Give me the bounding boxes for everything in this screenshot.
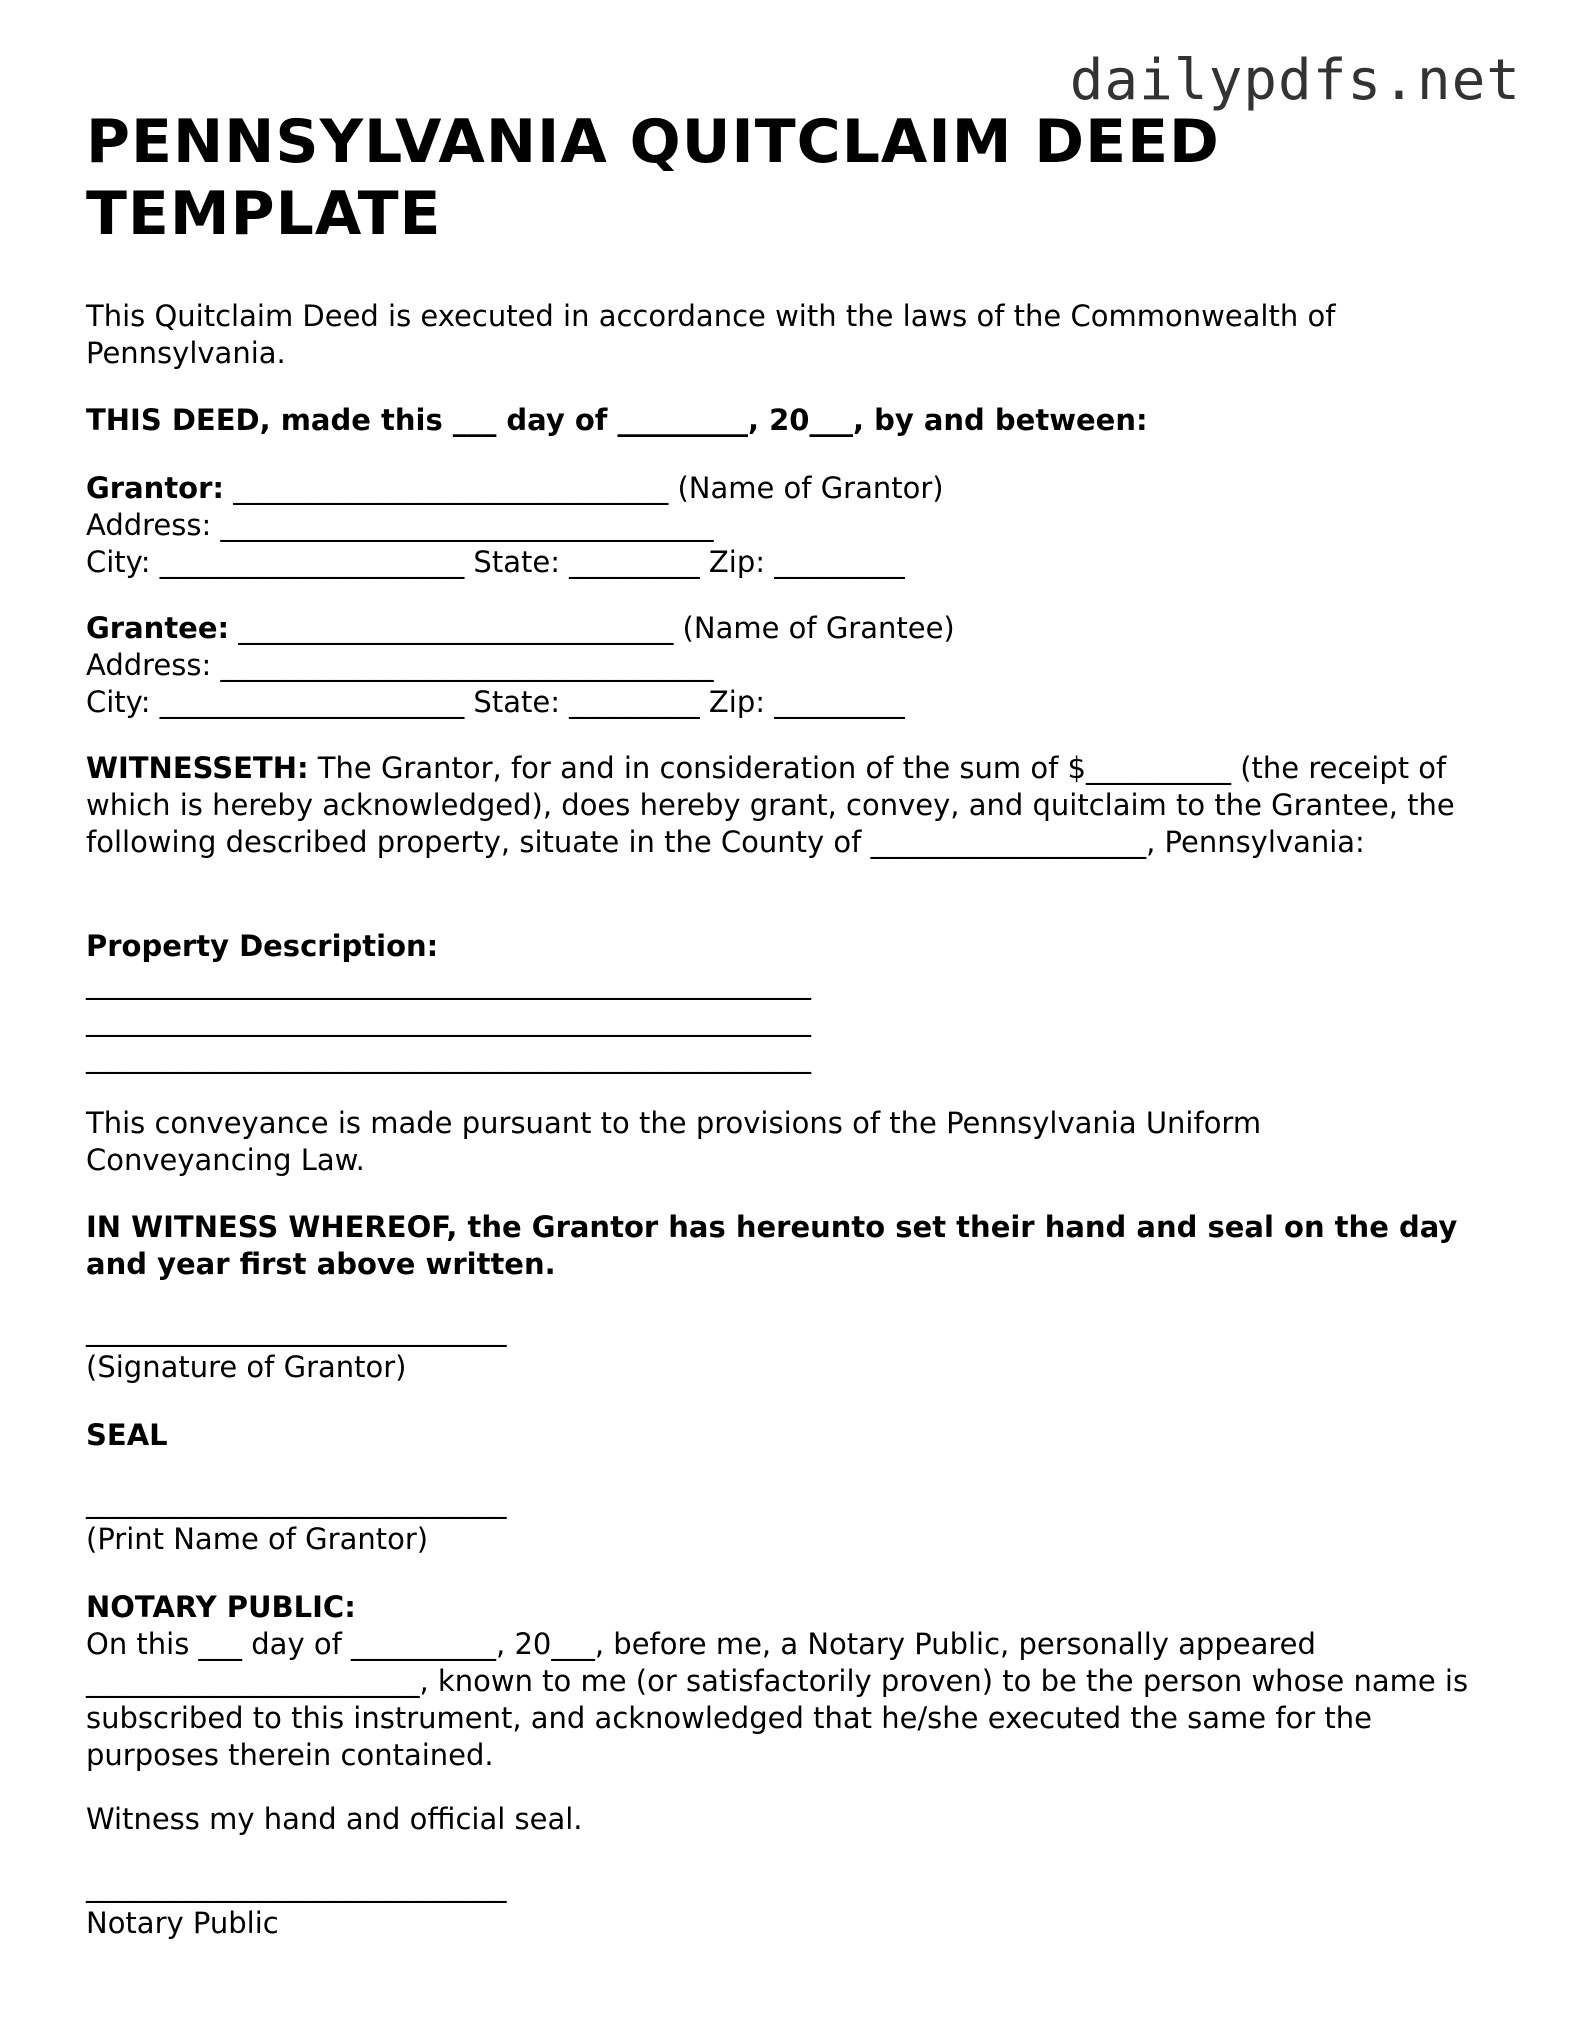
deed-date-line: THIS DEED, made this ___ day of _________, 20___, by and between: [86,403,1148,437]
grantor-address-field[interactable]: Address: __________________________________ [86,508,714,542]
grantor-name-row [86,470,1506,507]
property-description-section [86,928,1506,1076]
notary-label: NOTARY PUBLIC: [86,1590,356,1624]
grantee-address-field[interactable]: Address: __________________________________ [86,648,714,682]
page-title: PENNSYLVANIA QUITCLAIM DEED TEMPLATE [86,107,1220,249]
grantee-label: Grantee: [86,611,230,645]
grantee-name-field[interactable]: ______________________________ (Name of Grantee) [229,611,955,645]
print-name-label: (Print Name of Grantor) [86,1522,429,1556]
grantor-section [86,470,1506,581]
property-description-line[interactable]: __________________________________________________ [86,966,811,1000]
property-description-line[interactable]: __________________________________________________ [86,1040,811,1074]
notary-signature-label: Notary Public [86,1906,279,1940]
conveyance-paragraph: This conveyance is made pursuant to the provisions of the Pennsylvania Uniform Conveyancing Law. [86,1106,1262,1177]
grantee-city-state-zip-field[interactable]: City: _____________________ State: _________ Zip: _________ [86,685,905,719]
grantor-signature-block [86,1312,1506,1386]
intro-paragraph: This Quitclaim Deed is executed in accordance with the laws of the Commonwealth of Pennsylvania. [86,299,1336,370]
notary-paragraph: On this ___ day of __________, 20___, before me, a Notary Public, personally appeared _______________________, known to me (or satisfactorily proven) to be the person whose name is subscribed to this instrument, and acknowledged that he/she executed the same for the purposes therein contained. [86,1627,1469,1772]
grantor-city-state-zip-field[interactable]: City: _____________________ State: _________ Zip: _________ [86,545,905,579]
grantee-name-row [86,610,1506,647]
notary-signature-block [86,1868,1506,1942]
notary-section [86,1589,1506,1774]
site-watermark: dailypdfs.net [1069,48,1521,113]
witnesseth-text: The Grantor, for and in consideration of the sum of $__________ (the receipt of which is hereby acknowledged), does hereby grant, convey, and quitclaim to the Grantee, the following described property, situate in the County of ___________________, Pennsylvania: [86,751,1455,859]
grantee-section [86,610,1506,721]
grantor-label: Grantor: [86,471,225,505]
property-description-line[interactable]: __________________________________________________ [86,1003,811,1037]
grantor-signature-line[interactable]: _____________________________ [86,1313,507,1347]
grantor-name-field[interactable]: ______________________________ (Name of Grantor) [224,471,944,505]
grantor-signature-label: (Signature of Grantor) [86,1350,407,1384]
in-witness-paragraph: IN WITNESS WHEREOF, the Grantor has hereunto set their hand and seal on the day and year first above written. [86,1210,1458,1281]
print-name-block [86,1484,1506,1558]
property-description-label: Property Description: [86,929,439,963]
witnesseth-paragraph [86,750,1506,861]
notary-witness-line: Witness my hand and official seal. [86,1802,583,1836]
notary-signature-line[interactable]: _____________________________ [86,1869,507,1903]
seal-label: SEAL [86,1418,168,1452]
print-name-line[interactable]: _____________________________ [86,1485,507,1519]
witnesseth-label: WITNESSETH: [86,751,309,785]
